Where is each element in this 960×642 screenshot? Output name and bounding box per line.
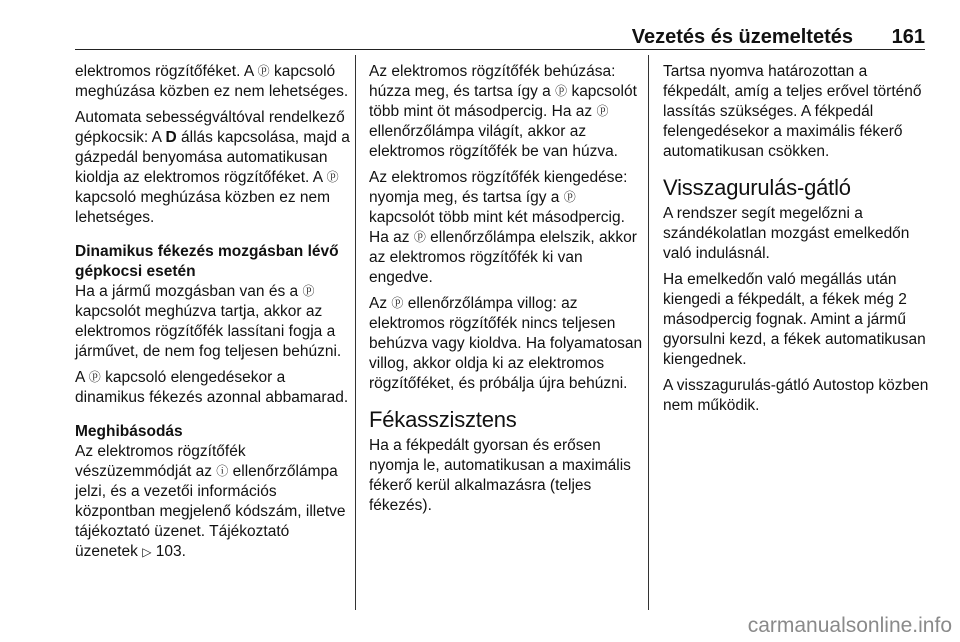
text: Ha a jármű mozgásban van és a	[75, 283, 299, 300]
header-rule	[75, 49, 925, 50]
parking-brake-icon: ⓟ	[596, 104, 609, 118]
gear-position-d: D	[165, 129, 177, 146]
page-title: Vezetés és üzemeltetés	[631, 26, 853, 48]
text: kapcsoló elengedésekor a dinamikus fékezés azonnal abbamarad.	[75, 369, 349, 406]
text: ellenőrzőlámpa jelzi, és a vezetői információs központban megjelenő kódszám, illetve tájékoztató üzenet. Tájékoztató üzenetek	[75, 463, 346, 560]
paragraph	[75, 368, 350, 408]
parking-brake-icon: ⓟ	[88, 370, 101, 384]
paragraph	[369, 294, 644, 394]
column-divider	[648, 55, 649, 610]
paragraph: A rendszer segít megelőzni a szándékolatlan mozgást emelkedőn való indulásnál.	[663, 205, 910, 262]
text: Az	[369, 295, 388, 312]
column-divider	[355, 55, 356, 610]
paragraph	[75, 442, 350, 562]
text: kapcsolót több mint öt másodpercig. Ha az	[369, 83, 637, 120]
text: ellenőrzőlámpa elelszik, akkor az elektromos rögzítőfék ki van engedve.	[369, 229, 637, 286]
page-header	[75, 24, 925, 48]
text: ellenőrzőlámpa villog: az elektromos rögzítőfék nincs teljesen behúzva vagy kioldva. Ha folyamatosan villog, akkor oldja ki az elektromos rögzítőféket, és próbálja újra behúzni.	[369, 295, 643, 392]
column-3	[663, 62, 931, 422]
text: állás kapcsolása, majd a gázpedál benyomása automatikusan kioldja az elektromos rögzítőféket. A	[75, 129, 350, 186]
text: A	[75, 369, 85, 386]
parking-brake-icon: ⓟ	[391, 296, 404, 310]
page-number: 161	[891, 26, 925, 48]
paragraph: A visszagurulás-gátló Autostop közben nem működik.	[663, 377, 929, 414]
section-heading: Dinamikus fékezés mozgásban lévő gépkocsi esetén	[75, 243, 339, 280]
section-title: Visszagurulás-gátló	[663, 175, 851, 200]
text: Az elektromos rögzítőfék kiengedése: nyomja meg, és tartsa így a	[369, 169, 628, 206]
xref-link[interactable]: 103.	[155, 543, 186, 560]
parking-brake-icon: ⓟ	[302, 284, 315, 298]
text: elektromos rögzítőféket. A	[75, 63, 254, 80]
text: ellenőrzőlámpa világít, akkor az elektromos rögzítőfék be van húzva.	[369, 123, 618, 160]
column-1	[75, 62, 350, 568]
text: kapcsoló meghúzása közben ez nem lehetséges.	[75, 189, 331, 226]
paragraph	[75, 282, 350, 362]
text: Automata sebességváltóval rendelkező gépkocsik: A	[75, 109, 345, 146]
paragraph	[75, 108, 350, 228]
paragraph	[369, 62, 644, 162]
watermark: carmanualsonline.info	[747, 614, 952, 637]
paragraph	[75, 62, 350, 102]
section-heading: Meghibásodás	[75, 423, 183, 440]
parking-brake-icon: ⓟ	[413, 230, 426, 244]
parking-brake-icon: ⓟ	[563, 190, 576, 204]
parking-brake-icon: ⓟ	[257, 64, 270, 78]
warning-lamp-icon: ⓘ	[216, 464, 229, 478]
column-2	[369, 62, 644, 522]
parking-brake-icon: ⓟ	[326, 170, 339, 184]
text: Az elektromos rögzítőfék vészüzemmódját az	[75, 443, 246, 480]
text: Az elektromos rögzítőfék behúzása: húzza meg, és tartsa így a	[369, 63, 616, 100]
text: kapcsolót meghúzva tartja, akkor az elektromos rögzítőfék lassítani fogja a járművet, de nem fog teljesen behúzni.	[75, 303, 342, 360]
xref-arrow-icon: ▷	[142, 545, 152, 559]
paragraph: Tartsa nyomva határozottan a fékpedált, amíg a teljes erővel történő lassítás szükséges. A fékpedál felengedésekor a maximális fékerő automatikusan csökken.	[663, 63, 922, 160]
text: kapcsolót több mint két másodpercig. Ha az	[369, 209, 625, 246]
parking-brake-icon: ⓟ	[555, 84, 568, 98]
paragraph: Ha emelkedőn való megállás után kiengedi a fékpedált, a fékek még 2 másodpercig fognak. Amint a jármű gyorsulni kezd, a fékek automatikusan kiengednek.	[663, 271, 926, 368]
paragraph	[369, 168, 644, 288]
text: kapcsoló meghúzása közben ez nem lehetséges.	[75, 63, 349, 100]
section-title: Fékasszisztens	[369, 407, 517, 432]
paragraph: Ha a fékpedált gyorsan és erősen nyomja le, automatikusan a maximális fékerő kerül alkalmazásra (teljes fékezés).	[369, 437, 631, 514]
